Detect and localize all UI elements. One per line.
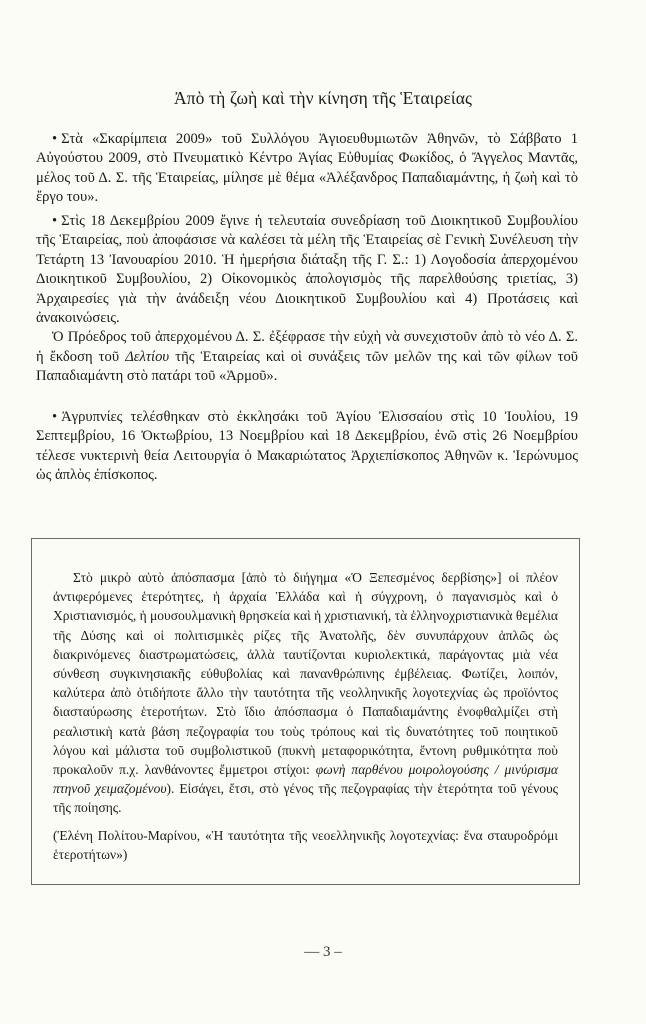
quote-paragraph <box>53 568 558 818</box>
quote-text <box>53 568 558 864</box>
bullet-icon: • <box>52 213 58 229</box>
bullet-icon: • <box>52 409 58 425</box>
news-item-2-text: Στὶς 18 Δεκεμβρίου 2009 ἔγινε ἡ τελευταία συνεδρίαση τοῦ Διοικητικοῦ Συμβουλίου τῆς Ἑταιρείας, ποὺ ἀποφάσισε νὰ καλέσει τὰ μέλη τῆς Ἑταιρείας σὲ Γενικὴ Συνέλευση τὴν Τετάρτη 13 Ἰανουαρίου 2010. Ἡ ἡμερήσια διάταξη τῆς Γ. Σ.: 1) Λογοδοσία ἀπερχομένου Διοικητικοῦ Συμβουλίου, 2) Οἰκονομικὸς ἀπολογισμὸς τῆς παρελθούσης τριετίας, 3) Ἀρχαιρεσίες γιὰ τὴν ἀνάδειξη νέου Διοικητικοῦ Συμβουλίου καὶ 4) Προτάσεις καὶ ἀνακοινώσεις. <box>36 213 578 327</box>
quote-text-part: Στὸ μικρὸ αὐτὸ ἀπόσπασμα [ἀπὸ τὸ διήγημα «Ὁ Ξεπεσμένος δερβίσης»] οἱ πλέον ἀντιφερόμενες ἑτερότητες, ἡ ἀρχαία Ἑλλάδα καὶ ἡ σύγχρονη, ὁ παγανισμὸς καὶ ὁ Χριστιανισμός, ἡ μουσουλμανικὴ θρησκεία καὶ ἡ χριστιανική, τὰ ἑλληνοχριστιανικὰ θεμέλια τῆς Δύσης καὶ οἱ πολιτισμικὲς ρίζες τῆς Ἀνατολῆς, δὲν συνυπάρχουν ἁπλῶς ὡς διακρινόμενες διαστρωματώσεις, ἀλλὰ ταυτίζονται κυριολεκτικά, παράγοντας μιὰ νέα σύνθεση συγκινησιακῆς εὐθυβολίας καὶ πανανθρώπινης ἐμβέλειας. Φωτίζει, λοιπόν, καλύτερα ἀπὸ ὁτιδήποτε ἄλλο τὴν ταυτότητα τῆς νεολληνικῆς λογοτεχνίας ὡς προϊόντος διασταύρωσης ἑτεροτήτων. Στὸ ἴδιο ἀπόσπασμα ὁ Παπαδιαμάντης ἐνοφθαλμίζει στὴ ρεαλιστικὴ κατὰ βάση πεζογραφία του τοὺς τρόπους καὶ τὶς δυνατότητες τοῦ ποιητικοῦ λόγου καὶ μάλιστα τοῦ συμβολιστικοῦ (πυκνὴ μεταφορικότητα, ἔντονη ρυθμικότητα ποὺ προκαλοῦν π.χ. λανθάνοντες ἔμμετροι στίχοι: <box>53 570 558 778</box>
quote-source: (Ἑλένη Πολίτου-Μαρίνου, «Ἡ ταυτότητα τῆς νεοελληνικῆς λογοτεχνίας: ἕνα σταυροδρόμι ἑτεροτήτων») <box>53 827 558 862</box>
bulletin-title: Δελτίου <box>125 348 170 365</box>
news-item-1-text: Στὰ «Σκαρίμπεια 2009» τοῦ Συλλόγου Ἁγιοευθυμιωτῶν Ἀθηνῶν, τὸ Σάββατο 1 Αὐγούστου 2009, στὸ Πνευματικὸ Κέντρο Ἁγίας Εὐθυμίας Φωκίδος, ὁ Ἄγγελος Μαντᾶς, μέλος τοῦ Δ. Σ. τῆς Ἑταιρείας, μίλησε μὲ θέμα «Ἀλέξανδρος Παπαδιαμάντης, ἡ ζωὴ καὶ τὸ ἔργο του». <box>36 131 578 206</box>
news-item-3 <box>36 408 578 486</box>
bullet-icon: • <box>52 131 58 147</box>
news-item-2 <box>36 212 578 387</box>
quote-text-part: ). Εἰσάγει, ἔτσι, στὸ γένος τῆς πεζογραφίας τὴν ἑτερότητα τοῦ γένους τῆς ποίησης. <box>53 781 558 816</box>
followup-text: Ὁ Πρόεδρος τοῦ ἀπερχομένου Δ. Σ. ἐξέφρασε τὴν εὐχὴ νὰ συνεχιστοῦν ἀπὸ τὸ νέο Δ. Σ. ἡ ἔκδοση τοῦ <box>36 329 578 365</box>
followup-text: τῆς Ἑταιρείας καὶ οἱ συνάξεις τῶν μελῶν της καὶ τῶν φίλων τοῦ Παπαδιαμάντη στὸ πατάρι τοῦ «Ἁρμοῦ». <box>36 348 578 385</box>
quote-box <box>31 538 580 885</box>
news-item-1 <box>36 130 578 208</box>
page-title: Ἀπὸ τὴ ζωὴ καὶ τὴν κίνηση τῆς Ἑταιρείας <box>173 88 473 108</box>
quote-italic-verse: φωνὴ παρθένου μοιρολογούσης / μινύρισμα πτηνοῦ χειμαζομένου <box>53 762 558 797</box>
page-number: — 3 – <box>304 944 342 960</box>
news-item-2-followup <box>36 328 578 386</box>
news-item-3-text: Ἀγρυπνίες τελέσθηκαν στὸ ἐκκλησάκι τοῦ Ἁγίου Ἐλισσαίου στὶς 10 Ἰουλίου, 19 Σεπτεμβρίου, 16 Ὀκτωβρίου, 13 Νοεμβρίου καὶ 18 Δεκεμβρίου, ἐνῶ στὶς 26 Νοεμβρίου τέλεσε νυκτερινὴ θεία Λειτουργία ὁ Μακαριώτατος Ἀρχιεπίσκοπος Ἀθηνῶν κ. Ἱερώνυμος ὡς ἁπλὸς ἐπίσκοπος. <box>36 409 578 484</box>
